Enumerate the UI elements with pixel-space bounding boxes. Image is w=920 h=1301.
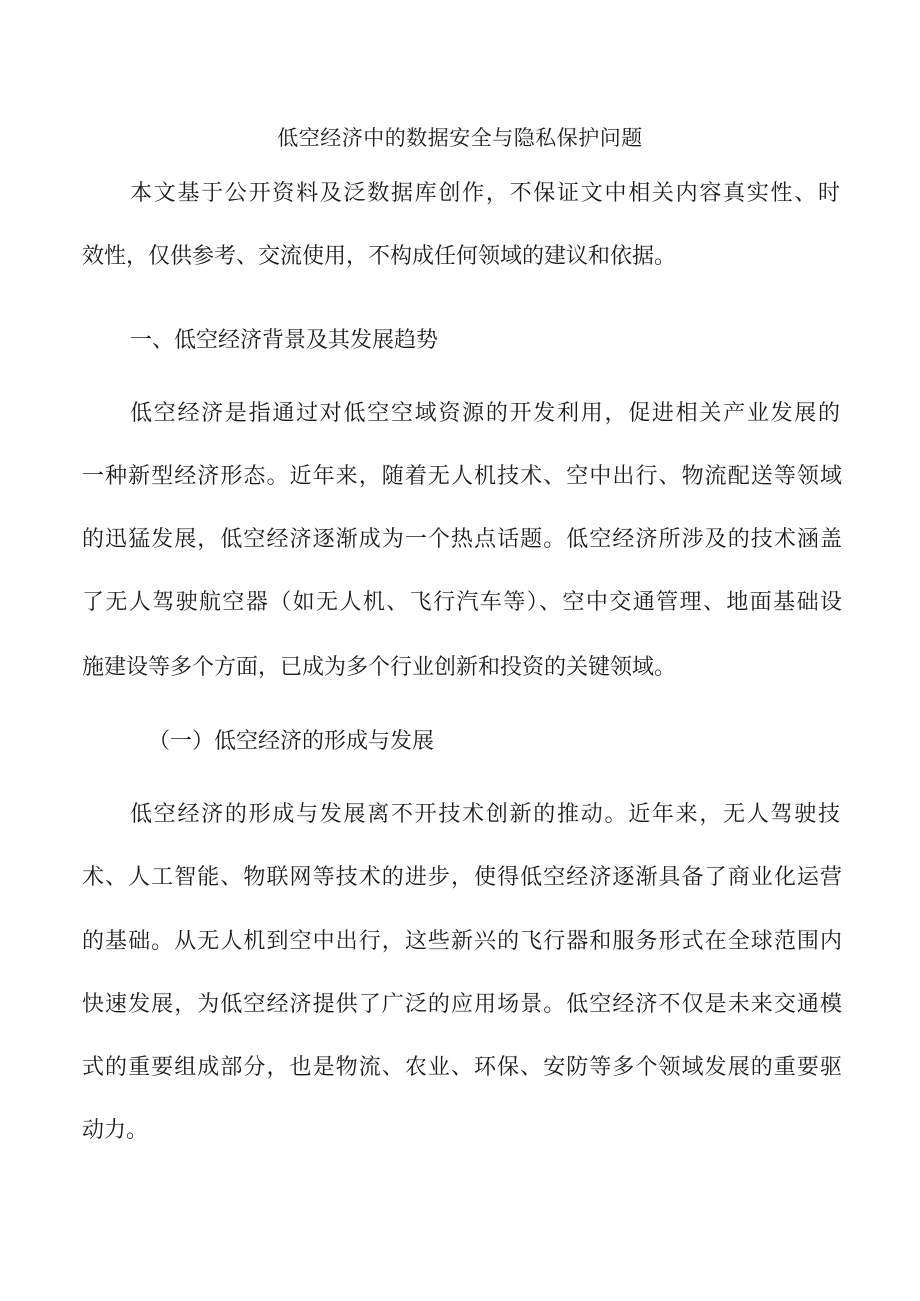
section1-paragraph-line-1: 低空经济是指通过对低空空域资源的开发利用，促进相关产业发展的 [130,401,840,426]
subsection-paragraph-line-1: 低空经济的形成与发展离不开技术创新的推动。近年来，无人驾驶技 [130,802,840,827]
subsection-heading: （一）低空经济的形成与发展 [148,729,435,754]
section1-paragraph-line-4: 了无人驾驶航空器（如无人机、飞行汽车等）、空中交通管理、地面基础设 [82,590,842,615]
subsection-paragraph-line-4: 快速发展，为低空经济提供了广泛的应用场景。低空经济不仅是未来交通模 [82,992,842,1017]
subsection-paragraph-line-6: 动力。 [82,1118,149,1143]
section1-paragraph-line-2: 一种新型经济形态。近年来，随着无人机技术、空中出行、物流配送等领域 [82,464,842,489]
subsection-paragraph-line-5: 式的重要组成部分，也是物流、农业、环保、安防等多个领域发展的重要驱 [82,1055,842,1080]
section-heading: 一、低空经济背景及其发展趋势 [130,328,439,353]
section1-paragraph-line-5: 施建设等多个方面，已成为多个行业创新和投资的关键领域。 [82,655,677,680]
subsection-paragraph-line-3: 的基础。从无人机到空中出行，这些新兴的飞行器和服务形式在全球范围内 [82,929,842,954]
disclaimer-line-1: 本文基于公开资料及泛数据库创作，不保证文中相关内容真实性、时 [130,181,840,206]
disclaimer-line-2: 效性，仅供参考、交流使用，不构成任何领域的建议和依据。 [82,244,677,269]
subsection-paragraph-line-2: 术、人工智能、物联网等技术的进步，使得低空经济逐渐具备了商业化运营 [82,865,842,890]
document-title: 低空经济中的数据安全与隐私保护问题 [277,126,643,150]
section1-paragraph-line-3: 的迅猛发展，低空经济逐渐成为一个热点话题。低空经济所涉及的技术涵盖 [82,527,842,552]
